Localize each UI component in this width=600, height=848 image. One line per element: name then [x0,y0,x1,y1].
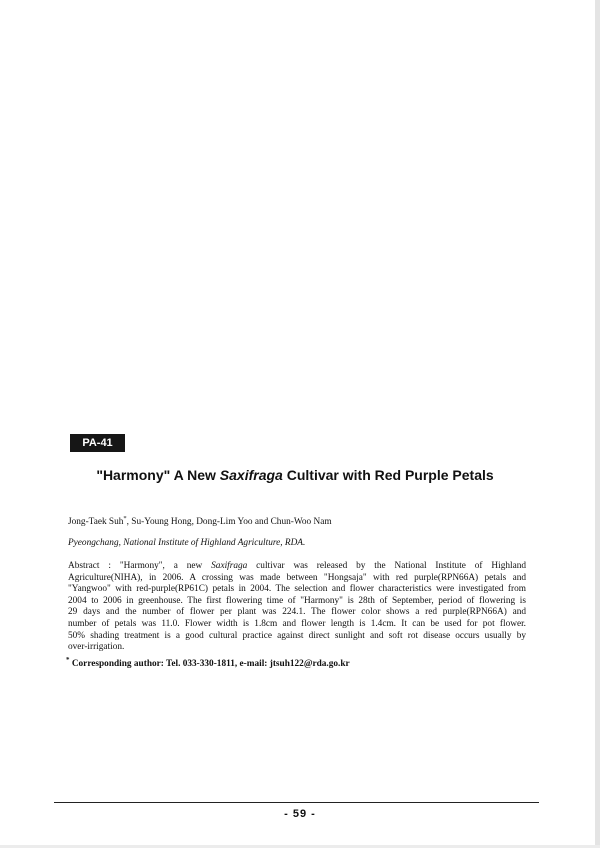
abstract-line: "Yangwoo" with red-purple(RP61C) petals in 2004. The selection and flower characteristics were investigated from [68,584,526,595]
poster-id-badge: PA-41 [70,434,125,452]
abstract-genus: Saxifraga [211,561,248,571]
abstract-lead: Abstract : "Harmony", a new [68,561,212,571]
author-list [68,512,528,529]
corresponding-author [66,654,526,671]
affiliation: Pyeongchang, National Institute of Highland Agriculture, RDA. [68,538,306,548]
scan-edge-right [595,0,600,848]
abstract-line: 50% shading treatment is a good cultural practice against direct sunlight and soft rot disease occurs usually by [68,630,526,641]
paper-title [60,466,530,484]
abstract-line: over-irrigation. [68,642,125,653]
title-genus: Saxifraga [219,467,283,483]
abstract-line: 2004 to 2006 in greenhouse. The first flowering time of "Harmony" is 28th of September, period of flowering is [68,595,526,606]
corresponding-text: Corresponding author: Tel. 033-330-1811, e-mail: jtsuh122@rda.go.kr [69,659,350,670]
abstract-line: number of petals was 11.0. Flower width is 1.8cm and flower length is 1.4cm. It can be used for pot flower. [68,618,526,629]
abstract-lead-rest: cultivar was released by the National Institute of Highland [247,561,527,571]
abstract [68,561,526,654]
abstract-line [68,561,526,573]
corresponding-mark: * [123,515,127,522]
footer-divider [54,802,539,803]
co-authors: , Su-Young Hong, Dong-Lim Yoo and Chun-Woo Nam [126,517,332,528]
corresponding-footnote-mark: * [66,656,70,664]
title-prefix: "Harmony" A New [96,467,220,483]
first-author: Jong-Taek Suh [68,517,124,528]
page-number: - 59 - [284,808,316,820]
title-suffix: Cultivar with Red Purple Petals [282,467,494,483]
abstract-line: Agriculture(NIHA), in 2006. A crossing was made between "Hongsaja" with red purple(RPN66A) petals and [68,572,526,583]
abstract-line: 29 days and the number of flower per plant was 224.1. The flower color shows a red purple(RPN66A) and [68,607,526,618]
